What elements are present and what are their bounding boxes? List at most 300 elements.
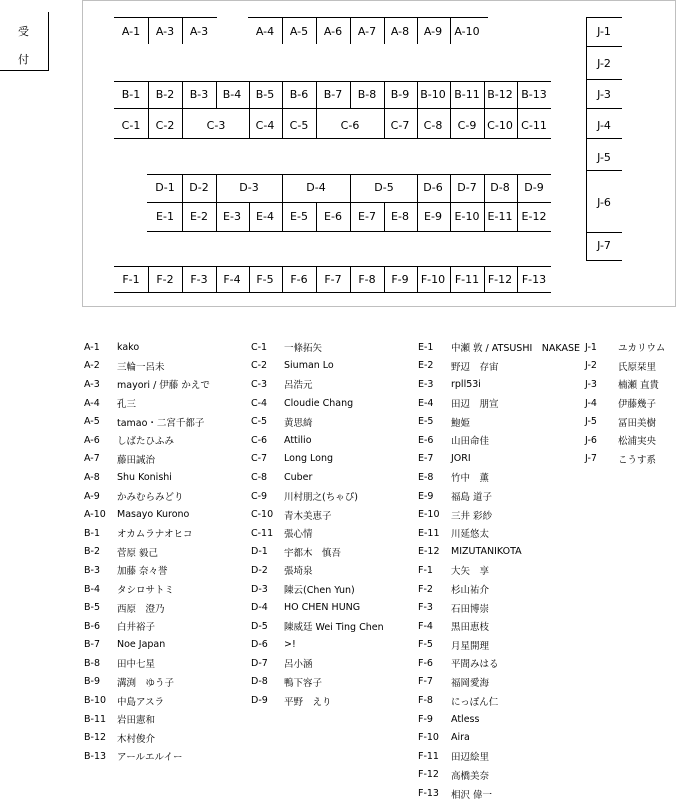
roster-name: 大矢 享 bbox=[451, 566, 490, 578]
roster-seat-code: C-8 bbox=[251, 471, 268, 483]
roster-entry bbox=[251, 468, 384, 487]
roster-entry bbox=[84, 654, 210, 673]
roster-entry bbox=[84, 598, 210, 617]
roster-seat-code: F-4 bbox=[418, 620, 433, 632]
roster-entry bbox=[585, 431, 665, 450]
roster-entry bbox=[418, 673, 580, 692]
row-b-top-line bbox=[114, 81, 551, 82]
seat-f-10: F-10 bbox=[420, 273, 446, 286]
roster-seat-code: A-10 bbox=[84, 509, 106, 521]
reception-label-2: 付 bbox=[18, 53, 29, 66]
roster-entry bbox=[418, 580, 580, 599]
roster-name: 田辺 朋宣 bbox=[451, 399, 499, 411]
seat-d-5: D-5 bbox=[374, 181, 394, 194]
roster-name: 白井裕子 bbox=[117, 622, 156, 634]
seat-divider-b bbox=[484, 81, 485, 108]
roster-name: にっぽん仁 bbox=[451, 696, 499, 708]
roster-seat-code: F-3 bbox=[418, 602, 433, 614]
roster-entry bbox=[418, 636, 580, 655]
roster-entry bbox=[251, 357, 384, 376]
row-e-bottom-line bbox=[147, 231, 551, 232]
roster-seat-code: J-3 bbox=[585, 378, 597, 390]
roster-entry bbox=[251, 617, 384, 636]
roster-seat-code: F-5 bbox=[418, 639, 433, 651]
seat-divider-a bbox=[417, 17, 418, 44]
roster-entry bbox=[418, 338, 580, 357]
roster-name: 田辺絵里 bbox=[451, 752, 490, 764]
seat-divider-f bbox=[517, 266, 518, 292]
roster-seat-code: F-2 bbox=[418, 583, 433, 595]
roster-entry bbox=[418, 487, 580, 506]
roster-entry bbox=[84, 394, 210, 413]
roster-column-2 bbox=[251, 338, 384, 710]
seat-f-7: F-7 bbox=[324, 273, 342, 286]
seat-divider-b bbox=[182, 81, 183, 108]
roster-name: 陳威廷 Wei Ting Chen bbox=[284, 622, 384, 634]
roster-name: 野辺 存宙 bbox=[451, 361, 499, 373]
seat-a-9: A-9 bbox=[423, 25, 443, 38]
roster-seat-code: A-5 bbox=[84, 416, 100, 428]
roster-seat-code: F-12 bbox=[418, 769, 439, 781]
row-a-line-2 bbox=[248, 17, 488, 18]
row-f-top-line bbox=[114, 266, 551, 267]
roster-seat-code: A-3 bbox=[84, 378, 100, 390]
roster-entry bbox=[251, 561, 384, 580]
roster-entry bbox=[418, 654, 580, 673]
seat-c-4: C-4 bbox=[255, 119, 275, 132]
seat-d-7: D-7 bbox=[457, 181, 477, 194]
seat-divider-a bbox=[182, 17, 183, 44]
seat-divider-d bbox=[182, 174, 183, 202]
roster-name: 呂浩元 bbox=[284, 380, 313, 392]
roster-seat-code: C-5 bbox=[251, 416, 268, 428]
roster-entry bbox=[84, 450, 210, 469]
roster-name: 川延悠太 bbox=[451, 529, 490, 541]
seat-d-6: D-6 bbox=[423, 181, 443, 194]
seat-e-2: E-2 bbox=[190, 210, 208, 223]
roster-name: 伊藤幾子 bbox=[618, 399, 657, 411]
roster-entry bbox=[418, 784, 580, 803]
roster-name: オカムラナオヒコ bbox=[117, 529, 193, 541]
seat-divider-b bbox=[384, 81, 385, 108]
seat-f-6: F-6 bbox=[290, 273, 308, 286]
roster-name: Aira bbox=[451, 732, 470, 744]
seat-divider-c bbox=[450, 108, 451, 138]
seat-b-12: B-12 bbox=[487, 88, 513, 101]
roster-name: 中瀬 敦 / ATSUSHI NAKASE bbox=[451, 343, 580, 355]
roster-entry bbox=[418, 617, 580, 636]
roster-column-3 bbox=[418, 338, 580, 803]
roster-seat-code: D-3 bbox=[251, 583, 268, 595]
roster-seat-code: E-12 bbox=[418, 546, 440, 558]
seat-divider-a bbox=[282, 17, 283, 44]
roster-seat-code: B-12 bbox=[84, 732, 107, 744]
seat-e-11: E-11 bbox=[487, 210, 513, 223]
seat-divider-e bbox=[249, 202, 250, 231]
seat-a-2: A-3 bbox=[155, 25, 175, 38]
roster-seat-code: A-7 bbox=[84, 453, 100, 465]
roster-name: 石田博崇 bbox=[451, 603, 490, 615]
roster-seat-code: D-7 bbox=[251, 657, 268, 669]
roster-entry bbox=[84, 487, 210, 506]
seat-divider-b bbox=[517, 81, 518, 108]
roster-name: 氏原栞里 bbox=[618, 361, 657, 373]
seat-c-9: C-9 bbox=[457, 119, 477, 132]
roster-entry bbox=[251, 505, 384, 524]
seat-a-3: A-3 bbox=[189, 25, 209, 38]
roster-entry bbox=[84, 357, 210, 376]
roster-entry bbox=[84, 505, 210, 524]
row-f-bottom-line bbox=[114, 292, 551, 293]
roster-name: 田中七星 bbox=[117, 659, 156, 671]
seat-f-3: F-3 bbox=[190, 273, 208, 286]
roster-seat-code: E-9 bbox=[418, 490, 434, 502]
roster-entry bbox=[251, 338, 384, 357]
roster-seat-code: F-8 bbox=[418, 695, 433, 707]
roster-name: Attilio bbox=[284, 434, 312, 446]
seat-b-3: B-3 bbox=[189, 88, 209, 101]
roster-entry bbox=[251, 598, 384, 617]
seat-divider-f bbox=[417, 266, 418, 292]
seat-e-9: E-9 bbox=[424, 210, 442, 223]
roster-name: Shu Konishi bbox=[117, 471, 172, 483]
seat-divider-e bbox=[216, 202, 217, 231]
roster-entry bbox=[84, 691, 210, 710]
roster-entry bbox=[84, 338, 210, 357]
roster-name: 相沢 偉一 bbox=[451, 789, 493, 801]
seat-divider-f bbox=[182, 266, 183, 292]
roster-entry bbox=[84, 728, 210, 747]
roster-seat-code: D-6 bbox=[251, 639, 268, 651]
seat-divider-f bbox=[249, 266, 250, 292]
seat-divider-f bbox=[148, 266, 149, 292]
seat-divider-c bbox=[249, 108, 250, 138]
seat-b-5: B-5 bbox=[255, 88, 275, 101]
roster-name: 鴨下容子 bbox=[284, 677, 323, 689]
roster-name: 西原 澄乃 bbox=[117, 603, 165, 615]
roster-entry bbox=[585, 357, 665, 376]
seat-f-13: F-13 bbox=[521, 273, 547, 286]
roster-seat-code: A-2 bbox=[84, 360, 100, 372]
roster-name: JORI bbox=[451, 453, 471, 465]
roster-entry bbox=[418, 561, 580, 580]
roster-name: 松浦実央 bbox=[618, 436, 657, 448]
roster-seat-code: J-6 bbox=[585, 434, 597, 446]
seat-b-7: B-7 bbox=[323, 88, 343, 101]
roster-seat-code: E-8 bbox=[418, 471, 434, 483]
seat-a-10: A-10 bbox=[454, 25, 480, 38]
seat-divider-e bbox=[384, 202, 385, 231]
roster-seat-code: A-1 bbox=[84, 341, 100, 353]
seat-e-3: E-3 bbox=[223, 210, 241, 223]
roster-entry bbox=[418, 450, 580, 469]
roster-seat-code: D-5 bbox=[251, 620, 268, 632]
roster-entry bbox=[251, 580, 384, 599]
roster-entry bbox=[84, 747, 210, 766]
seat-f-1: F-1 bbox=[122, 273, 140, 286]
roster-seat-code: B-6 bbox=[84, 620, 100, 632]
seat-divider-c bbox=[182, 108, 183, 138]
seat-e-8: E-8 bbox=[391, 210, 409, 223]
seat-a-4: A-4 bbox=[255, 25, 275, 38]
roster-name: 張心情 bbox=[284, 529, 313, 541]
roster-entry bbox=[418, 747, 580, 766]
row-d-top-line bbox=[147, 174, 551, 175]
seat-c-10: C-10 bbox=[487, 119, 513, 132]
roster-seat-code: A-8 bbox=[84, 471, 100, 483]
roster-entry bbox=[84, 673, 210, 692]
roster-name: tamao・二宮千都子 bbox=[117, 417, 205, 429]
roster-seat-code: B-7 bbox=[84, 639, 100, 651]
roster-name: 岩田憲和 bbox=[117, 715, 156, 727]
roster-entry bbox=[418, 468, 580, 487]
roster-seat-code: C-10 bbox=[251, 509, 274, 521]
roster-entry bbox=[84, 431, 210, 450]
roster-entry bbox=[251, 412, 384, 431]
roster-name: こうす系 bbox=[618, 454, 657, 466]
roster-seat-code: J-2 bbox=[585, 360, 597, 372]
roster-name: >! bbox=[284, 639, 296, 651]
seat-a-7: A-7 bbox=[357, 25, 377, 38]
roster-seat-code: J-4 bbox=[585, 397, 597, 409]
roster-entry bbox=[418, 524, 580, 543]
seat-f-8: F-8 bbox=[358, 273, 376, 286]
roster-entry bbox=[84, 636, 210, 655]
roster-column-1 bbox=[84, 338, 210, 766]
roster-seat-code: B-1 bbox=[84, 527, 100, 539]
roster-seat-code: A-9 bbox=[84, 490, 100, 502]
row-a-line-1 bbox=[114, 17, 217, 18]
roster-seat-code: C-6 bbox=[251, 434, 268, 446]
roster-name: 宇都木 慎吾 bbox=[284, 547, 342, 559]
roster-name: 杉山祐介 bbox=[451, 585, 490, 597]
seat-divider-d bbox=[417, 174, 418, 202]
roster-name: Cuber bbox=[284, 471, 313, 483]
roster-seat-code: J-1 bbox=[585, 341, 597, 353]
seat-d-8: D-8 bbox=[490, 181, 510, 194]
seat-d-2: D-2 bbox=[189, 181, 209, 194]
roster-seat-code: B-11 bbox=[84, 713, 107, 725]
roster-name: MIZUTANIKOTA bbox=[451, 546, 522, 558]
seat-j-5: J-5 bbox=[597, 151, 611, 164]
seat-divider-d bbox=[517, 174, 518, 202]
roster-name: ユカリウム bbox=[618, 343, 666, 355]
seat-divider-b bbox=[350, 81, 351, 108]
roster-name: Long Long bbox=[284, 453, 333, 465]
seat-divider-e bbox=[450, 202, 451, 231]
roster-entry bbox=[418, 357, 580, 376]
seat-d-9: D-9 bbox=[524, 181, 544, 194]
roster-name: 加藤 奈々誉 bbox=[117, 566, 168, 578]
seat-divider-b bbox=[417, 81, 418, 108]
seat-divider-a bbox=[350, 17, 351, 44]
roster-seat-code: E-5 bbox=[418, 416, 434, 428]
seat-divider-e bbox=[282, 202, 283, 231]
seat-divider-e bbox=[316, 202, 317, 231]
roster-seat-code: F-13 bbox=[418, 788, 439, 800]
column-j-line bbox=[586, 79, 622, 80]
roster-entry bbox=[585, 394, 665, 413]
roster-entry bbox=[418, 691, 580, 710]
roster-seat-code: E-1 bbox=[418, 341, 434, 353]
roster-entry bbox=[251, 524, 384, 543]
roster-entry bbox=[418, 431, 580, 450]
column-j-line bbox=[586, 46, 622, 47]
seat-divider-a bbox=[384, 17, 385, 44]
seat-c-8: C-8 bbox=[423, 119, 443, 132]
seat-divider-e bbox=[484, 202, 485, 231]
roster-name: 山田命佳 bbox=[451, 436, 490, 448]
roster-seat-code: J-7 bbox=[585, 453, 597, 465]
seat-b-6: B-6 bbox=[289, 88, 309, 101]
seat-c-11: C-11 bbox=[521, 119, 547, 132]
roster-seat-code: A-4 bbox=[84, 397, 100, 409]
column-j-line bbox=[586, 108, 622, 109]
seat-divider-a bbox=[148, 17, 149, 44]
roster-seat-code: B-9 bbox=[84, 676, 100, 688]
roster-name: 鮑姫 bbox=[451, 417, 471, 429]
seat-divider-c bbox=[384, 108, 385, 138]
roster-seat-code: D-8 bbox=[251, 676, 268, 688]
roster-seat-code: D-9 bbox=[251, 695, 268, 707]
seat-b-4: B-4 bbox=[222, 88, 242, 101]
roster-entry bbox=[418, 598, 580, 617]
roster-entry bbox=[84, 543, 210, 562]
seat-divider-f bbox=[282, 266, 283, 292]
roster-seat-code: E-7 bbox=[418, 453, 434, 465]
roster-seat-code: C-7 bbox=[251, 453, 268, 465]
roster-name: 竹中 薫 bbox=[451, 473, 490, 485]
roster-name: 溝渕 ゆう子 bbox=[117, 677, 175, 689]
seat-f-5: F-5 bbox=[256, 273, 274, 286]
roster-name: 青木美恵子 bbox=[284, 510, 332, 522]
roster-name: Cloudie Chang bbox=[284, 397, 354, 409]
column-j-line bbox=[586, 138, 622, 139]
seat-divider-e bbox=[417, 202, 418, 231]
seat-d-1: D-1 bbox=[155, 181, 175, 194]
roster-seat-code: F-9 bbox=[418, 713, 433, 725]
roster-seat-code: F-6 bbox=[418, 657, 433, 669]
roster-entry bbox=[418, 412, 580, 431]
column-j-line bbox=[586, 17, 622, 18]
column-j-line bbox=[586, 232, 622, 233]
seat-f-4: F-4 bbox=[223, 273, 241, 286]
seat-b-8: B-8 bbox=[357, 88, 377, 101]
roster-name: 高橋美奈 bbox=[451, 770, 490, 782]
roster-name: rpll53i bbox=[451, 378, 481, 390]
roster-entry bbox=[84, 524, 210, 543]
seat-e-7: E-7 bbox=[358, 210, 376, 223]
roster-seat-code: E-3 bbox=[418, 378, 434, 390]
seat-divider-b bbox=[316, 81, 317, 108]
roster-name: 冨田美樹 bbox=[618, 417, 657, 429]
seat-a-1: A-1 bbox=[121, 25, 141, 38]
seat-divider-c bbox=[148, 108, 149, 138]
roster-name: 呂小涵 bbox=[284, 659, 313, 671]
roster-name: かみむらみどり bbox=[117, 492, 184, 504]
roster-seat-code: C-3 bbox=[251, 378, 268, 390]
seat-e-12: E-12 bbox=[521, 210, 547, 223]
roster-name: 平間みはる bbox=[451, 659, 499, 671]
roster-entry bbox=[418, 543, 580, 562]
reception-label-1: 受 bbox=[18, 25, 29, 38]
roster-entry bbox=[251, 450, 384, 469]
seat-j-7: J-7 bbox=[597, 239, 611, 252]
roster-seat-code: F-10 bbox=[418, 732, 439, 744]
roster-entry bbox=[84, 617, 210, 636]
roster-entry bbox=[84, 468, 210, 487]
row-bc-divider bbox=[114, 108, 551, 109]
column-j-line bbox=[586, 170, 622, 171]
seat-c-2: C-2 bbox=[155, 119, 175, 132]
roster-name: Siuman Lo bbox=[284, 360, 334, 372]
seat-c-6: C-6 bbox=[340, 119, 360, 132]
roster-seat-code: C-2 bbox=[251, 360, 268, 372]
roster-name: 藤田誠治 bbox=[117, 454, 156, 466]
roster-name: 孔三 bbox=[117, 399, 137, 411]
seat-c-3: C-3 bbox=[206, 119, 226, 132]
roster-name: Atless bbox=[451, 713, 480, 725]
row-de-divider bbox=[147, 202, 551, 203]
roster-entry bbox=[251, 394, 384, 413]
roster-name: Noe Japan bbox=[117, 639, 166, 651]
roster-entry bbox=[418, 394, 580, 413]
seat-divider-b bbox=[148, 81, 149, 108]
row-c-bottom-line bbox=[114, 138, 551, 139]
roster-entry bbox=[418, 766, 580, 785]
seat-divider-c bbox=[282, 108, 283, 138]
seat-divider-c bbox=[316, 108, 317, 138]
roster-seat-code: B-3 bbox=[84, 564, 100, 576]
roster-name: 三輪一呂未 bbox=[117, 361, 165, 373]
seat-f-12: F-12 bbox=[487, 273, 513, 286]
seat-a-6: A-6 bbox=[323, 25, 343, 38]
seat-b-2: B-2 bbox=[155, 88, 175, 101]
roster-seat-code: B-4 bbox=[84, 583, 100, 595]
roster-column-4 bbox=[585, 338, 665, 468]
roster-name: 陳云(Chen Yun) bbox=[284, 585, 355, 597]
seat-e-4: E-4 bbox=[256, 210, 274, 223]
seat-divider-c bbox=[517, 108, 518, 138]
seat-divider-d bbox=[350, 174, 351, 202]
seat-divider-a bbox=[450, 17, 451, 44]
seat-divider-f bbox=[384, 266, 385, 292]
roster-seat-code: B-10 bbox=[84, 695, 107, 707]
seat-j-1: J-1 bbox=[597, 25, 611, 38]
roster-entry bbox=[418, 728, 580, 747]
seat-b-9: B-9 bbox=[390, 88, 410, 101]
roster-entry bbox=[585, 338, 665, 357]
seat-divider-c bbox=[484, 108, 485, 138]
roster-entry bbox=[251, 673, 384, 692]
seat-a-5: A-5 bbox=[289, 25, 309, 38]
roster-entry bbox=[418, 505, 580, 524]
seat-divider-f bbox=[484, 266, 485, 292]
seat-divider-f bbox=[450, 266, 451, 292]
roster-entry bbox=[84, 710, 210, 729]
roster-name: HO CHEN HUNG bbox=[284, 602, 361, 614]
seat-divider-f bbox=[350, 266, 351, 292]
roster-seat-code: D-1 bbox=[251, 546, 268, 558]
seat-f-9: F-9 bbox=[391, 273, 409, 286]
roster-seat-code: A-6 bbox=[84, 434, 100, 446]
roster-name: 川村朋之(ちゃぴ) bbox=[284, 492, 358, 504]
roster-seat-code: F-1 bbox=[418, 564, 433, 576]
roster-name: 福岡愛海 bbox=[451, 677, 490, 689]
seat-j-6: J-6 bbox=[597, 196, 611, 209]
seat-divider-d bbox=[450, 174, 451, 202]
roster-name: 張埼泉 bbox=[284, 566, 313, 578]
